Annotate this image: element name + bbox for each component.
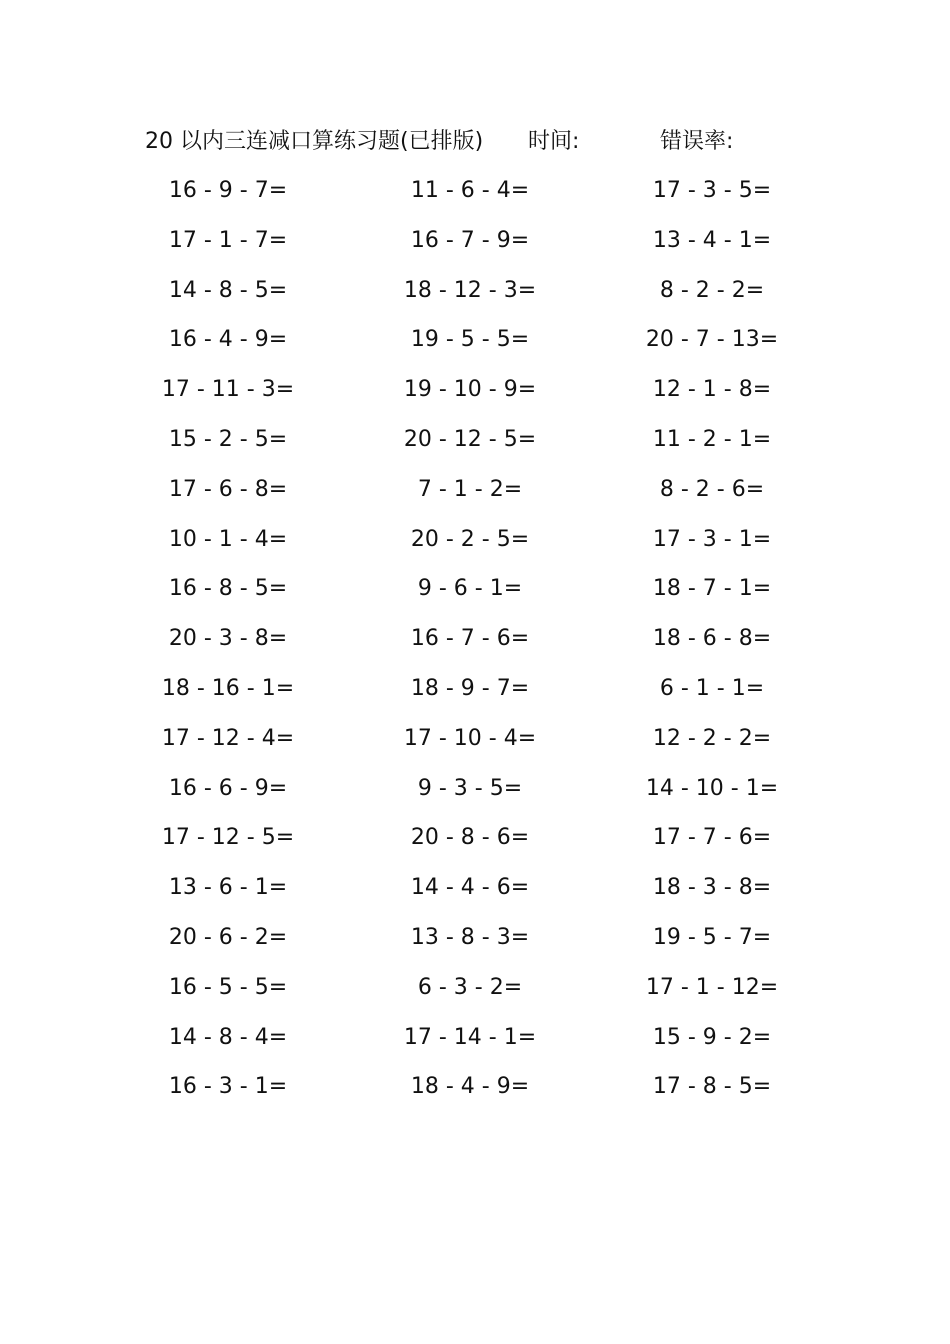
problem-grid [0, 170, 950, 1116]
problem-item: 11 - 2 - 1= [652, 426, 772, 452]
problem-item: 13 - 8 - 3= [410, 924, 530, 950]
problem-item: 20 - 2 - 5= [410, 526, 530, 552]
problem-item: 17 - 1 - 12= [645, 974, 779, 1000]
problem-item: 14 - 10 - 1= [645, 775, 779, 801]
problem-item: 18 - 9 - 7= [410, 675, 530, 701]
problem-row [0, 768, 950, 818]
problem-row [0, 469, 950, 519]
problem-item: 20 - 8 - 6= [410, 825, 530, 851]
problem-item: 8 - 2 - 2= [659, 277, 765, 303]
problem-item: 19 - 5 - 5= [410, 327, 530, 353]
problem-item: 14 - 8 - 4= [168, 1024, 288, 1050]
problem-item: 17 - 6 - 8= [168, 476, 288, 502]
problem-item: 17 - 10 - 4= [403, 725, 537, 751]
problem-item: 17 - 1 - 7= [168, 227, 288, 253]
problem-item: 10 - 1 - 4= [168, 526, 288, 552]
worksheet-header [0, 124, 950, 160]
problem-item: 12 - 1 - 8= [652, 377, 772, 403]
problem-item: 6 - 3 - 2= [417, 974, 523, 1000]
problem-item: 20 - 3 - 8= [168, 626, 288, 652]
problem-row [0, 270, 950, 320]
problem-item: 16 - 4 - 9= [168, 327, 288, 353]
problem-item: 18 - 3 - 8= [652, 875, 772, 901]
problem-item: 16 - 7 - 6= [410, 626, 530, 652]
problem-item: 16 - 5 - 5= [168, 974, 288, 1000]
problem-item: 15 - 2 - 5= [168, 426, 288, 452]
problem-item: 17 - 7 - 6= [652, 825, 772, 851]
problem-item: 11 - 6 - 4= [410, 178, 530, 203]
problem-item: 16 - 7 - 9= [410, 227, 530, 253]
problem-row [0, 1066, 950, 1116]
problem-item: 13 - 6 - 1= [168, 875, 288, 901]
problem-item: 8 - 2 - 6= [659, 476, 765, 502]
problem-row [0, 718, 950, 768]
problem-item: 13 - 4 - 1= [652, 227, 772, 253]
problem-item: 20 - 12 - 5= [403, 426, 537, 452]
problem-item: 9 - 3 - 5= [417, 775, 523, 801]
problem-item: 18 - 12 - 3= [403, 277, 537, 303]
problem-item: 12 - 2 - 2= [652, 725, 772, 751]
problem-item: 20 - 6 - 2= [168, 924, 288, 950]
problem-row [0, 867, 950, 917]
problem-row [0, 1017, 950, 1067]
problem-row [0, 668, 950, 718]
problem-item: 17 - 12 - 4= [161, 725, 295, 751]
time-label: 时间: [528, 129, 580, 154]
problem-row [0, 917, 950, 967]
problem-item: 18 - 4 - 9= [410, 1074, 530, 1100]
problem-item: 18 - 6 - 8= [652, 626, 772, 652]
problem-item: 17 - 14 - 1= [403, 1024, 537, 1050]
problem-item: 14 - 8 - 5= [168, 277, 288, 303]
problem-row [0, 419, 950, 469]
problem-item: 16 - 6 - 9= [168, 775, 288, 801]
problem-item: 17 - 8 - 5= [652, 1074, 772, 1100]
problem-row [0, 817, 950, 867]
problem-item: 20 - 7 - 13= [645, 327, 779, 353]
error-rate-label: 错误率: [660, 129, 734, 154]
problem-row [0, 319, 950, 369]
problem-item: 14 - 4 - 6= [410, 875, 530, 901]
problem-item: 18 - 7 - 1= [652, 576, 772, 602]
problem-row [0, 519, 950, 569]
problem-item: 17 - 3 - 5= [652, 178, 772, 203]
problem-item: 19 - 10 - 9= [403, 377, 537, 403]
problem-item: 16 - 9 - 7= [168, 178, 288, 203]
problem-item: 16 - 3 - 1= [168, 1074, 288, 1100]
problem-item: 9 - 6 - 1= [417, 576, 523, 602]
problem-row [0, 170, 950, 220]
problem-row [0, 568, 950, 618]
problem-row [0, 967, 950, 1017]
problem-row [0, 220, 950, 270]
problem-item: 16 - 8 - 5= [168, 576, 288, 602]
problem-item: 7 - 1 - 2= [417, 476, 523, 502]
worksheet-title: 20 以内三连减口算练习题(已排版) [145, 129, 484, 154]
problem-item: 15 - 9 - 2= [652, 1024, 772, 1050]
problem-item: 17 - 3 - 1= [652, 526, 772, 552]
problem-item: 18 - 16 - 1= [161, 675, 295, 701]
problem-item: 6 - 1 - 1= [659, 675, 765, 701]
problem-item: 17 - 11 - 3= [161, 377, 295, 403]
problem-row [0, 369, 950, 419]
problem-item: 19 - 5 - 7= [652, 924, 772, 950]
problem-item: 17 - 12 - 5= [161, 825, 295, 851]
problem-row [0, 618, 950, 668]
